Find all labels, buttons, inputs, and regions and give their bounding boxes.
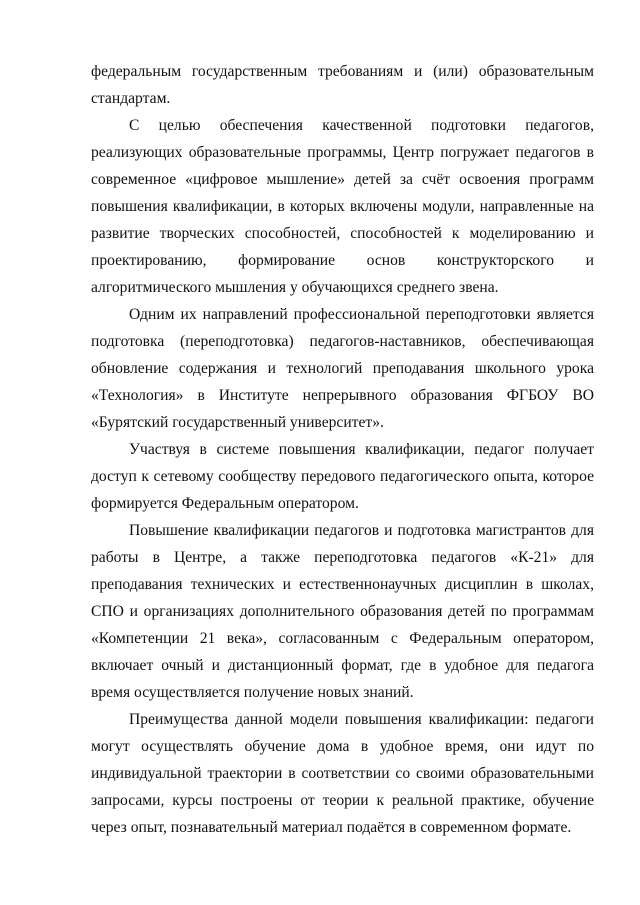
paragraph-network-access: Участвуя в системе повышения квалификации, педагог получает доступ к сетевому сообществу передового педагогического опыта, которое формируется Федеральным оператором. <box>91 441 594 512</box>
paragraph-center-goals: С целью обеспечения качественной подготовки педагогов, реализующих образовательные программы, Центр погружает педагогов в современное «цифровое мышление» детей за счёт освоения программ повышения квалификации, в которых включены модули, направленные на развитие творческих способностей, способностей к моделированию и проектированию, формирование основ конструкторского и алгоритмического мышления у обучающихся среднего звена. <box>91 117 594 296</box>
paragraph-qualification: Повышение квалификации педагогов и подготовка магистрантов для работы в Центре, а также переподготовка педагогов «К-21» для преподавания технических и естественнонаучных дисциплин в школах, СПО и организациях дополнительного образования детей по программам «Компетенции 21 века», согласованным с Федеральным оператором, включает очный и дистанционный формат, где в удобное для педагога время осуществляется получение новых знаний. <box>91 522 594 701</box>
document-body <box>91 58 594 841</box>
paragraph-continuation: федеральным государственным требованиям и (или) образовательным стандартам. <box>91 63 594 107</box>
paragraph-advantages: Преимущества данной модели повышения квалификации: педагоги могут осуществлять обучение дома в удобное время, они идут по индивидуальной траектории в соответствии со своими образовательными запросами, курсы построены от теории к реальной практике, обучение через опыт, познавательный материал подаётся в современном формате. <box>91 711 594 836</box>
paragraph-retraining: Одним их направлений профессиональной переподготовки является подготовка (переподготовка) педагогов-наставников, обеспечивающая обновление содержания и технологий преподавания школьного урока «Технология» в Институте непрерывного образования ФГБОУ ВО «Бурятский государственный университет». <box>91 306 594 431</box>
